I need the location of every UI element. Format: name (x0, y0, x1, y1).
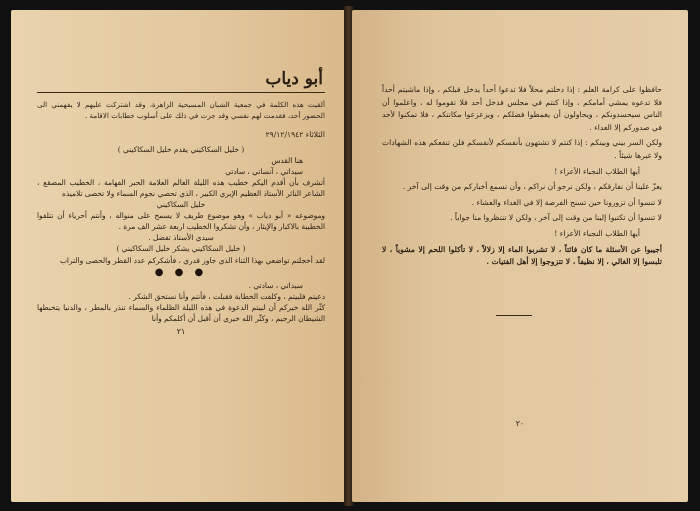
paragraph: سيداتي ، سادتي . (248, 280, 303, 290)
paragraph: أجيبوا عن الأسئلة ما كان فائتاً ، لا تشربوا الماء إلا زلالاً ، لا تأكلوا اللحم إلا مشوياً ، لا تلبسوا إلا الغالي ، إلا نظيفاً ، لا تتزوجوا إلا أهل الفتيات . (382, 244, 662, 267)
paragraph: ولكن السر بيني وبينكم : إذا كنتم لا تشتهون بأنفسكم لأنفسكم فلن تنفعكم هذه الشهادات ولا غيرها شيئاً . (382, 138, 662, 160)
paragraph: خليل السكاكيني (156, 200, 206, 210)
paragraph: هنا القدس (271, 155, 303, 165)
page-number: ٢١ (176, 326, 186, 336)
paragraph: وموضوعه « أبو دياب » وهو موضوع طريف لا يسمح على منواله ، وأنتم أحرياء أن تتلقوا الخطيبة بالاكبار والإيثار ، وأن تشكروا الخطيب اربعة عشر الف مرة . (37, 211, 325, 232)
paragraph: حافظوا على كرامة العلم : إذا دخلتم محلاً فلا تدعوا أحداً يدخل قبلكم ، وإذا ماشيتم أحداً فلا تدعوه يمشي أمامكم ، وإذا كنتم في مجلس فدخل أحد فلا تقوموا له ، واعلموا أن الناس سيحسدونكم ، ويحاولون أن يغمطوا فضلكم ، ويزعزعوا مكانتكم ، فلا تمكنوا لأحد في صدوركم إلا العداء . (382, 85, 662, 132)
paragraph: يعزّ علينا أن نفارقكم ، ولكن نرجو أن نراكم ، وأن نسمع أخباركم من وقت إلى آخر . (402, 182, 662, 192)
paragraph: كثّر الله خيركم أن لبيتم الدعوة في هذه الليلة الظلماء والسماء تنذر بالمطر ، والدنيا يتخبطها الشيطان الرجيم ، وكثّر الله خيري أن أقبل أن أكلمكم وأنا (37, 302, 325, 323)
paragraph: سيداتي ، آنساتي ، سادتي (225, 166, 303, 176)
dateline: الثلاثاء ٢٩/١٢/١٩٤٢ (265, 129, 325, 139)
paragraph: سيدي الأستاذ تفضل . (148, 233, 214, 243)
paragraph: أيها الطلاب النجباء الأعزاء ! (554, 166, 640, 176)
section-dots: ● ● ● (154, 266, 208, 278)
paragraph: لقد أخجلتم تواضعي بهذا الثناء الذي جاوز قدري ، فأشكركم عدد القطر والحصى والتراب (59, 255, 325, 265)
intro-note: ألقيت هذه الكلمة في جمعية الشبان المسيحية الزاهرة، وقد اشتركت عليهم لا يفهمني الى الحضور أحد، فقدمت لهم نفسي وقد جرت في ذلك على أسلوب خطابات الاقامة . (37, 100, 325, 120)
title-divider (37, 92, 325, 93)
right-page (11, 10, 347, 502)
paragraph: أيها الطلاب النجباء الأعزاء ! (554, 228, 640, 238)
paragraph: لا تنسوا أن تزورونا حين تسنح الفرصة إلا في الغداء والعشاء . (471, 197, 662, 207)
page-title: أبو دياب (265, 69, 323, 89)
stage-direction: ( خليل السكاكيني يقدم خليل السكاكيني ) (117, 144, 245, 154)
paragraph: لا تنسوا أن تكتبوا إلينا من وقت إلى آخر ، ولكن لا تنتظروا منا جواباً . (450, 213, 662, 223)
paragraph: أتشرف بأن أقدم اليكم خطيب هذه الليلة العالم العلامة الحبر الفهامة ، الخطيب المصقع ، الشاعر الناثر الأستاذ العظيم الإبري الكبير ، الذي تحصي نجوم السماء ولا تحصى تلاميذه (37, 177, 325, 198)
left-page (352, 10, 688, 502)
paragraph: دعيتم فلبيتم ، وكلفت الخطابة فقبلت ، فأنتم وأنا نستحق الشكر . (128, 291, 325, 301)
page-rule (496, 315, 532, 316)
page-number: ٢٠ (515, 419, 525, 428)
stage-direction: ( خليل السكاكيني يشكر خليل السكاكيني ) (116, 244, 246, 254)
